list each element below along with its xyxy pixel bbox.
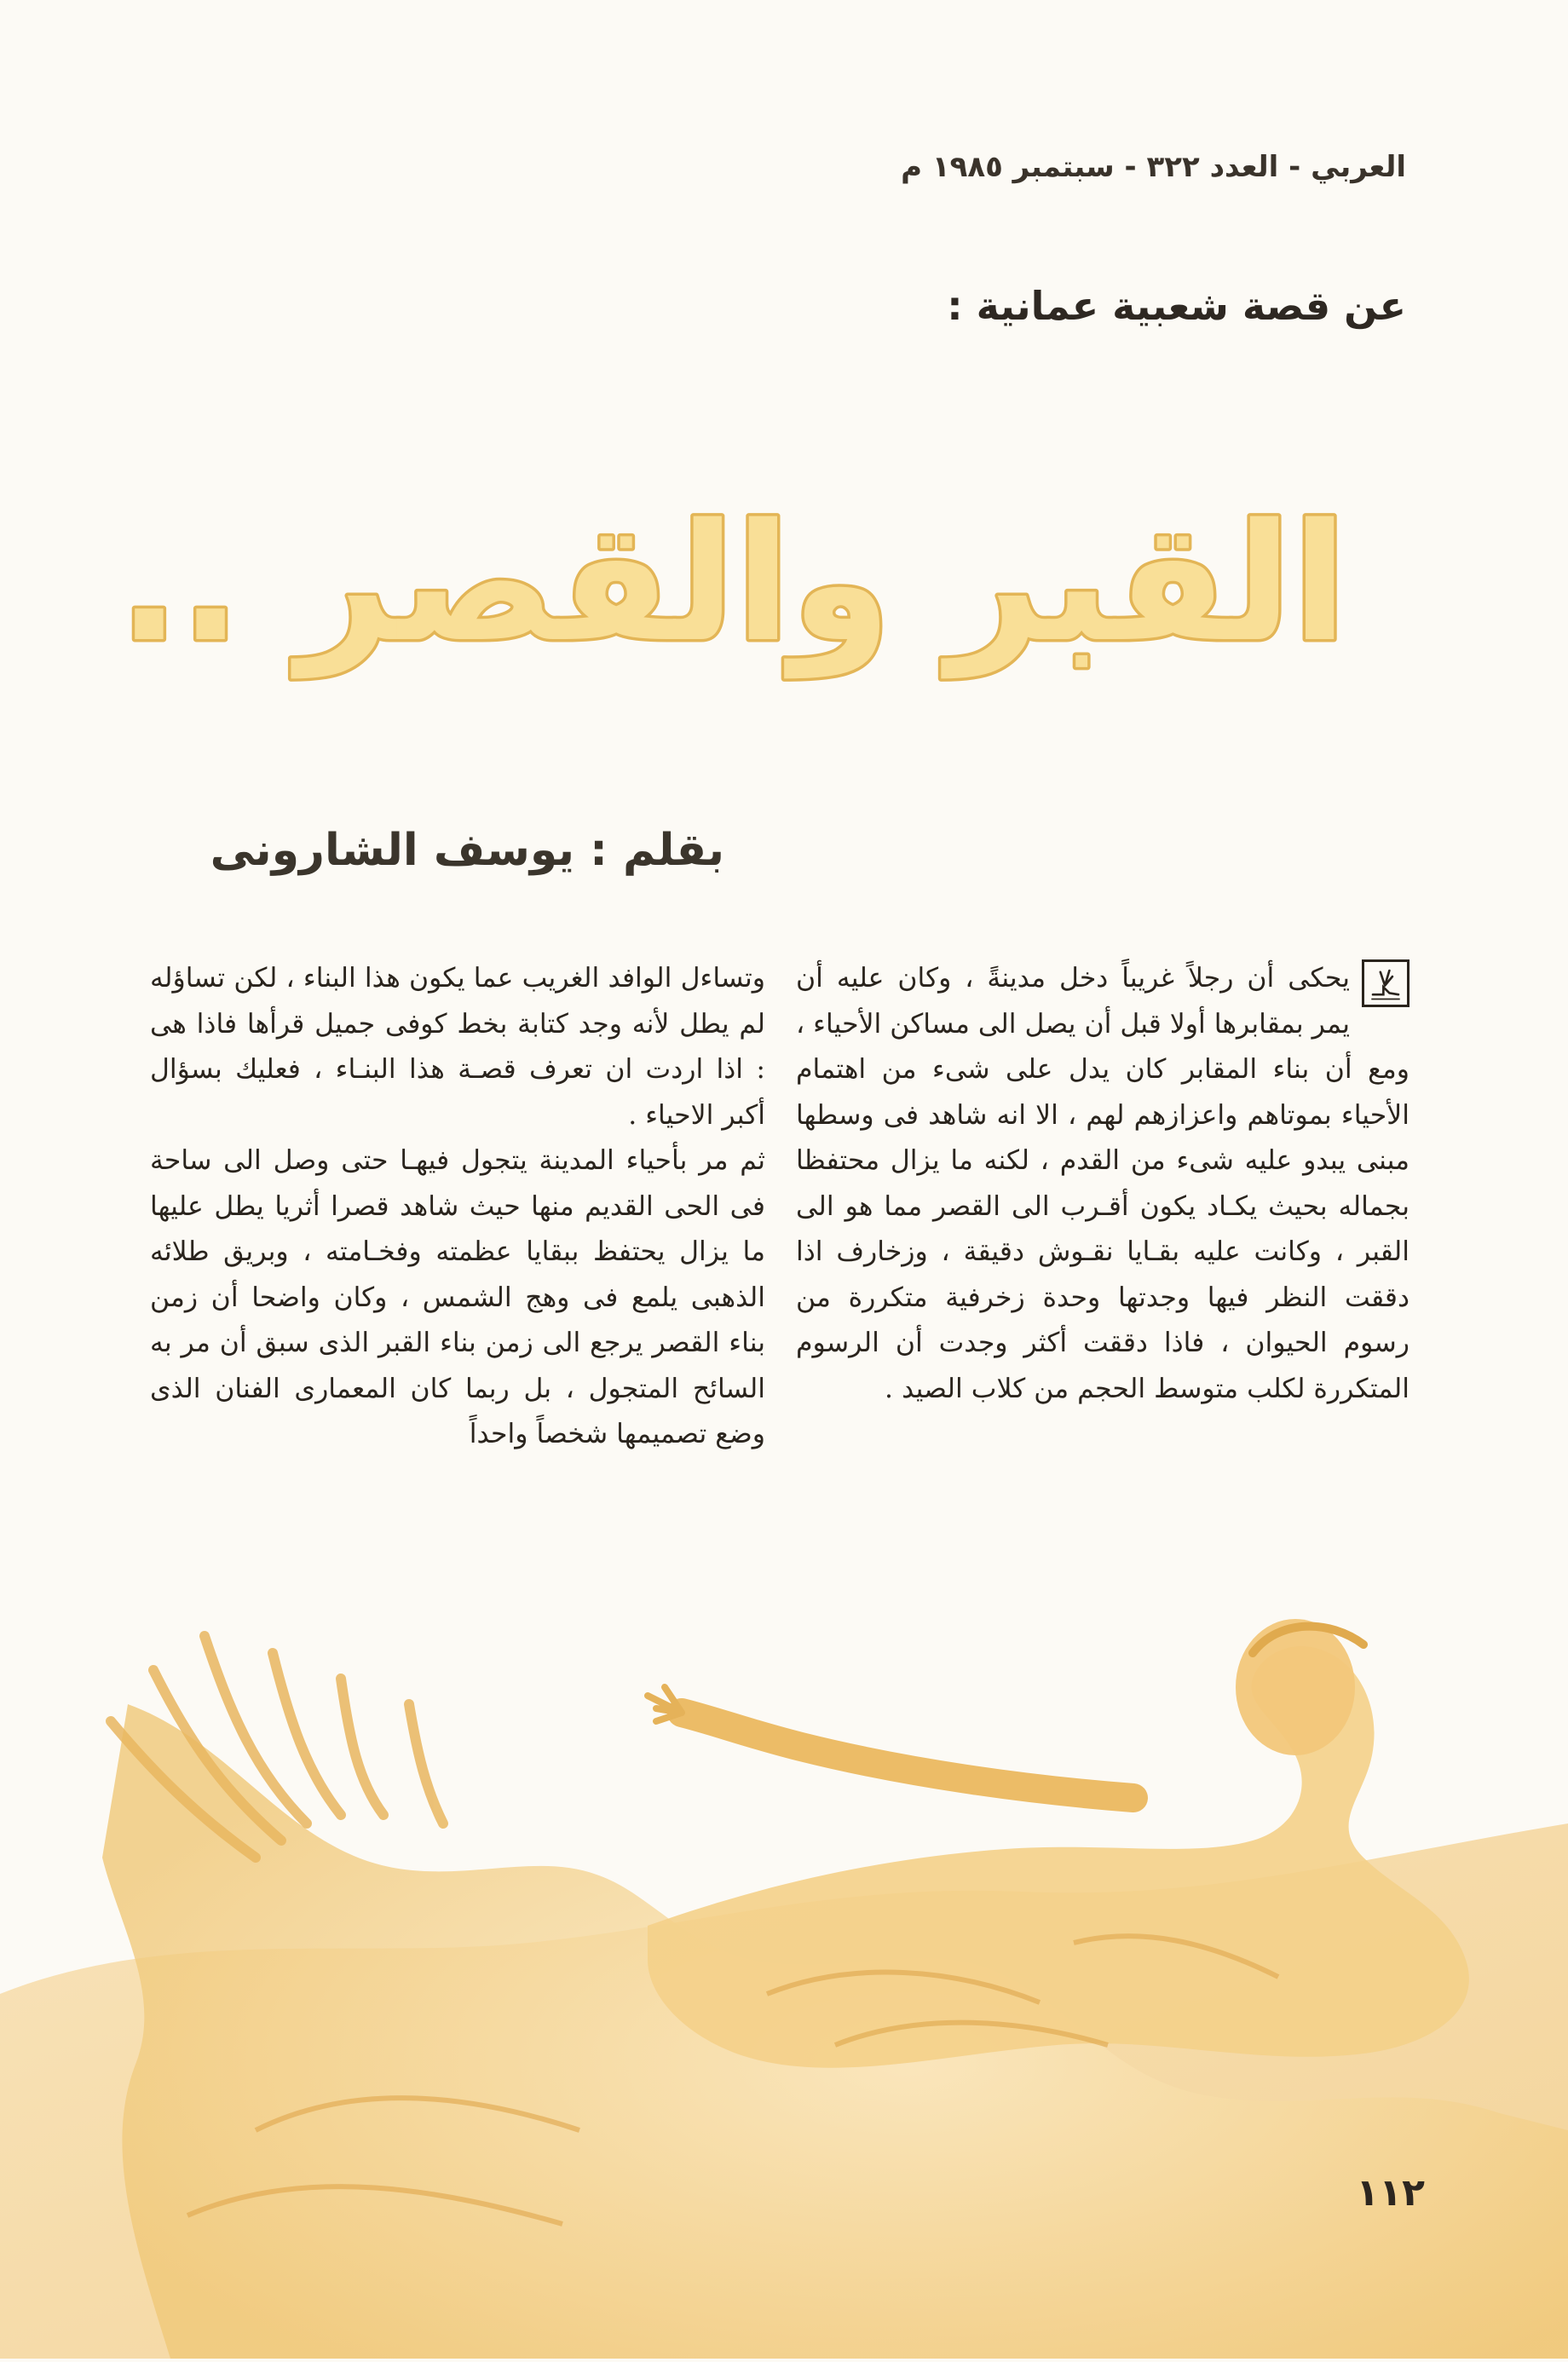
paragraph [796,956,1409,1412]
publication-line: العربي - العدد ٣٢٢ - سبتمبر ١٩٨٥ م [901,150,1406,184]
page-number: ١١٢ [1356,2171,1425,2215]
article-title-text: القبر والقصر .. [118,489,1348,677]
article-column-left [150,956,765,1458]
reclining-figure-illustration [0,1602,1568,2359]
paragraph-text: يحكى أن رجلاً غريباً دخل مدينةً ، وكان عليه أن يمر بمقابرها أولا قبل أن يصل الى مساكن الأحياء ، ومع أن بناء المقابر كان يدل على شىء من اهتمام الأحياء بموتاهم واعزازهم لهم ، الا انه شاهد فى وسطها مبنى يبدو عليه شىء من القدم ، لكنه ما يزال محتفظا بجماله بحيث يكـاد يكون أقـرب الى القصر مما هو الى القبر ، وكانت عليه بقـايا نقـوش دقيقة ، وزخارف اذا دققت النظر فيها وجدتها وحدة زخرفية متكررة من رسوم الحيوان ، فاذا دققت أكثر وجدت أن الرسوم المتكررة لكلب متوسط الحجم من كلاب الصيد . [796,963,1409,1404]
article-subtitle: عن قصة شعبية عمانية : [947,283,1406,329]
author-byline: بقلم : يوسف الشارونى [210,825,724,876]
paragraph: ثم مر بأحياء المدينة يتجول فيهـا حتى وصل الى ساحة فى الحى القديم منها حيث شاهد قصرا أثريا يطل عليها ما يزال يحتفظ ببقايا عظمته وفخـامته ، وبريق طلائه الذهبى يلمع فى وهج الشمس ، وكان واضحا أن زمن بناء القصر يرجع الى زمن بناء القبر الذى سبق أن مر به السائح المتجول ، بل ربما كان المعمارى الفنان الذى وضع تصميمها شخصاً واحداً [150,1145,765,1449]
ornamental-dropcap-icon [1362,959,1409,1007]
article-column-right [796,956,1409,1412]
article-title [118,460,1348,716]
paragraph: وتساءل الوافد الغريب عما يكون هذا البناء ، لكن تساؤله لم يطل لأنه وجد كتابة بخط كوفى جميل قرأها فاذا هى : اذا اردت ان تعرف قصـة هذا البنـاء ، فعليك بسؤال أكبر الاحياء . [150,963,765,1131]
